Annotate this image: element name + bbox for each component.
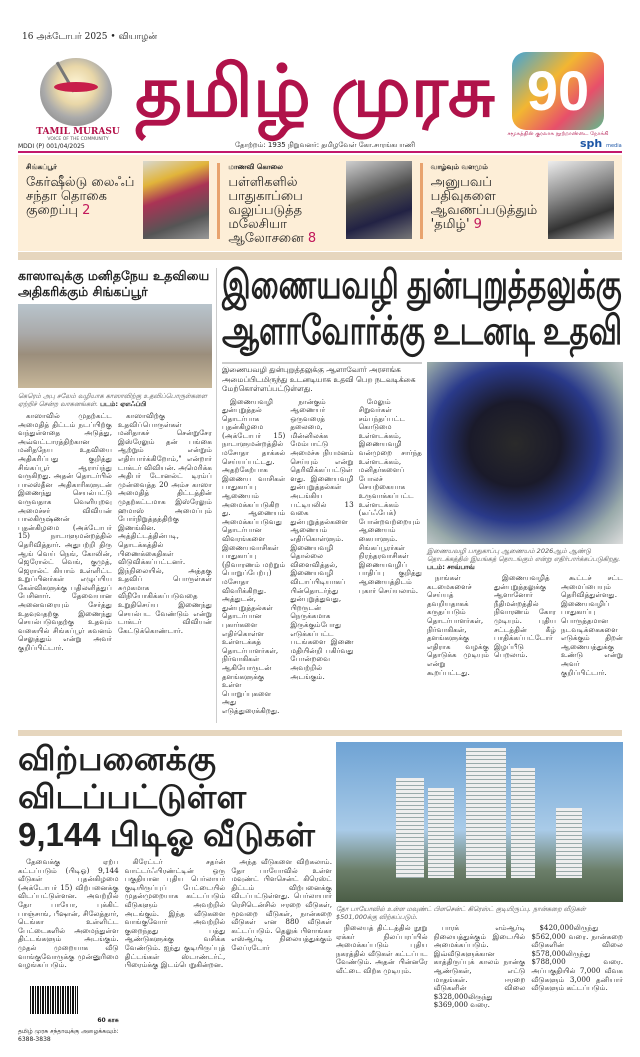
main-column-4: [427, 574, 489, 724]
housing-photo: [336, 742, 623, 902]
teaser-band: [18, 155, 622, 251]
building: [511, 768, 535, 878]
teaser-3[interactable]: [431, 161, 614, 245]
paragraph: கிரேட்டர் சதர்ன் வாட்டர்ஃபிரண்ட்டின் ஒரு பகுதியான புதிய பெர்லாயர் குடியிருப்புப் பேட்டையில் முதன்முறையாக கட்டப்படும் வீடுகளும் அவற்றில் அடங்கும். இந்த வீடுகளை வாங்குவோர் அவற்றில் குறைந்தது பத்து ஆண்டுகளுக்கு வசிக்க வேண்டும். ஐந்து குடியிருப்புத் திட்டங்கள் ஸ்டாண்டர்ட், பிரைம்க்கு இடம்பெறுகின்றன.: [124, 858, 226, 970]
housing-column-1: [18, 858, 119, 983]
column-rule: [216, 268, 217, 723]
left-story-headline[interactable]: காஸாவுக்கு மனிதநேய உதவியை அதிகரிக்கும் சிங்கப்பூர்: [18, 268, 210, 299]
paragraph: அந்த வீடுகளை விற்கலாம். தோ பாயோவில் உள்ள மவுண்ட் பிளசென்ட் கிரெஸ்ட் திட்டம் விற்பனைக்கு விடப்பட்டுள்ளது. பெர்லாயார் ரெசிடென்சில் ஈரறை வீடுகள், மூவறை வீடுகள், நான்கறை வீடுகள் என 880 வீடுகள் கட்டப்படும். தெலுக் பிளாங்கா எஸ்ஆர்டி நிலையத்துக்கும் லேப்ரடோர்: [231, 858, 333, 952]
paragraph: மேலும் சிறுவர்கள் சம்பந்தப்பட்ட கொடுமை உள்ளடக்கம், இணையவழி வன்முறை சார்ந்த உள்ளடக்கம், மனிதர்களைப் போலச் செயற்கையாக உருவாக்கப்பட்ட உள்ளடக்கம் (டீப்ஃபேக்) போன்றவற்றையும் ஆணையம் கையாளும். சிங்கப்பூரர்கள் நிரந்தரவாசிகள் இணையவழிப் பாதிப்பு குறித்து ஆணையத்திடம் புகார் செய்யலாம்.: [358, 397, 422, 595]
teaser-photo: [548, 161, 614, 239]
paragraph: நான்கும் ஆணையர் ஒருவரைத் தலைமை, மின்னிலக்க மேம்பாட்டு அமைச்சு நியமனம் செய்யும் என்று தெரிவிக்கப்பட்டுள்ளது. இணையவழி துன்புறுத்தல்கள் அடங்கிய பட்டியலில் 13 வகை துன்புறுத்தல்களை ஆணையம் எதிர்கொள்ளும். இணையவழி தொல்லை விளைவித்தல், இணையவழி விடாப்பிடியாகப் பின்தொடர்ந்து துன்புறுத்துவது, பிறருடன் நெருக்கமாக இருக்கும்போது எடுக்கப்பட்ட படங்களை இணை மதியின்றி பகிர்வது போன்றவை அவற்றில் அடங்கும்.: [290, 397, 354, 681]
left-story-column-2: [118, 412, 212, 724]
main-column-1: [222, 398, 285, 725]
divider: [217, 163, 220, 239]
headline-line-2: ஆளாவோர்க்கு உடனடி உதவி: [222, 309, 623, 353]
photo-credit: படம்: ஏஎஃப்பி: [100, 400, 147, 408]
left-story: [18, 268, 212, 724]
masthead-rule: [18, 151, 622, 153]
building: [556, 808, 582, 878]
caption-text: இணையவழி பாதுகாப்பு ஆணையம் 2026ஆம் ஆண்டு தொடக்கத்தில் இயங்கத் தொடங்கும் என்று எதிர்பார்க்கப்படுகிறது.: [427, 547, 621, 563]
paragraph: காஸாவில் முதற்கட்ட அமைதித் திட்டம் நடப்பிற்கு வந்துள்ளதை அடுத்து, அவ்வட்டாரத்திற்கான மனிதநேய உதவியை அதிகரிப்பது குறித்து சிங்கப்பூர் ஆராய்ந்து வருகிறது. அதன் தொடர்பில் பாலஸ்தீன அதிகாரிகளுடன் இணைந்து செயல்பட்டு வருவதாக வெளியுறவு அமைச்சர் விவியன் பாலகிருஷ்ணன் புதன்கிழமை (அக்டோபர் 15) நாடாளுமன்றத்தில் தெரிவித்தார். அதுபற்றி திரு ஆங் வெய் நெங், கோலின், ஜெரோல்ட் வெங், குமுத், ஜெரால்ட் கியாம் உள்ளிட்ட உறுப்பினர்கள் எழுப்பிய கேள்விகளுக்கு பதிலளித்துப் பேசினார். தேவையான அனைவரையும் சேர்த்து உதவுவதற்கு இணைந்து செயல்படுவதற்கு உதவும் வகையில் சிங்கப்பூர் கவனம் செலுத்தும் என்று அவர் குறிப்பிட்டார்.: [18, 412, 112, 653]
cyberbullying-photo: [427, 362, 623, 544]
publisher-name: sph: [580, 137, 603, 150]
paragraph: நாங்கள் கடமைகளைச் செய்யத் தவறியதாகக் கருதப்படும் தொடர்பாளர்கள், நிர்வாகிகள், தளங்களுக்கு எதிராக வழக்கு தொடுக்க முடியும் என்று கூறப்பட்டது.: [427, 574, 489, 677]
anniversary-logo: 90: [512, 52, 604, 130]
brand-name-english: TAMIL MURASU: [36, 127, 120, 137]
housing-column-5: [434, 924, 526, 1044]
section-divider: [18, 252, 622, 260]
paragraph: பாரக் எம்ஆர்டி நிலையத்துக்கும் இடையில் அமைக்கப்படும். இவ்வீடுகளுக்கான காத்திருப்புக் காலம் நான்கு ஆண்டுகள், எட்டு மாதங்கள். ஈரறை வீடுகளின் விலை $328,000லிருந்து $369,000 வரை.: [433, 924, 526, 1010]
cover-price: 60 காசு: [97, 1017, 119, 1024]
paragraph: காஸாவிற்கு உதவிப்பொருள்கள் மனிதாகச் சென்றுசேர இஸ்ரேலும் தன் பங்கை ஆற்றும் என்றும் எதிர்பார்க்கிறோம்," என்றார் டாக்டர் விவியன். அமெரிக்க அதிபர் டோனல்ட் டிரம்ப் முன்வைத்த 20 அம்ச காஸா அமைதித் திட்டத்தின் முதற்கட்டமாக இஸ்ரேலும் ஹமாஸ் அமைப்பும் போர்நிறுத்தத்திற்கு இணங்கின. அத்திட்டத்தின்படி, தொடக்கத்தில் பிணைக்கைதிகள் விடுவிக்கப்பட்டனர். இந்நிலையில், அத்தகு உதவிப் பொருள்கள் சுமுகமாக விநியோகிக்கப்படுவதை உறுதிசெய்ய இணைந்து செயல்பட வேண்டும் என்று டாக்டர் விவியன் கேட்டுக்கொண்டார்.: [118, 412, 212, 635]
masthead-title: [130, 46, 500, 138]
teaser-page: 2: [82, 203, 91, 218]
anniversary-caption: சமூகத்தின் குரலாக நூற்றாண்டை நோக்கி: [507, 131, 609, 137]
teaser-2[interactable]: [228, 161, 411, 245]
building: [396, 778, 424, 878]
housing-photo-area: [336, 742, 623, 1044]
housing-photo-caption: தோ பாயோவில் உள்ள மவுண்ட் பிளசென்ட் கிரெஸ்ட் குடியிருப்பு. நான்கறை வீடுகள் $501,000க்கு விற்கப்படும்.: [336, 905, 586, 921]
main-column-5: [494, 574, 556, 724]
section-divider: [18, 730, 622, 736]
housing-story: [18, 740, 332, 1044]
publisher-sub: media: [606, 143, 622, 149]
masthead-title-text: தமிழ் முரசு: [135, 52, 495, 132]
left-story-column-1: [18, 412, 112, 724]
housing-column-4: [336, 924, 428, 1044]
building: [428, 788, 454, 878]
teaser-page: 8: [307, 231, 317, 246]
headline-line-1: இணையவழி துன்புறுத்தலுக்கு: [222, 263, 622, 307]
housing-column-3: [231, 858, 332, 1044]
issue-date: 16 அக்டோபர் 2025 • வியாழன்: [22, 32, 158, 42]
teaser-kicker: மாணவி கொலை: [228, 163, 283, 171]
main-column-3: [359, 398, 422, 725]
main-photo-caption: [427, 547, 623, 571]
main-headline[interactable]: [222, 262, 622, 354]
teaser-page: 9: [473, 217, 482, 232]
housing-headline[interactable]: விற்பனைக்கு விடப்பட்டுள்ள 9,144 பிடிஓ வீடுகள்: [18, 740, 315, 853]
teaser-kicker: வாழ்வும் வளமும்: [430, 163, 488, 171]
main-column-2: [290, 398, 353, 725]
barcode: [30, 986, 78, 1014]
paragraph: $420,000லிருந்து $562,000 வரை. நான்கறை வீடுகளின் விலை $578,000லிருந்து $788,000 வரை. அப்பகுதியில் 7,000 வீவக வீடுகளும் 3,000 தனியார் வீடுகளும் கட்டப்படும்.: [531, 924, 624, 993]
photo-credit: படம்: சாவ்பாவ்: [427, 563, 475, 571]
teaser-kicker: சிங்கப்பூர்: [26, 163, 57, 171]
subscription-contact: தமிழ் முரசு சந்தாவுக்கு அழைக்கவும்: 6388-3838: [18, 1028, 119, 1043]
caption-text: கெரெம் அபு சலேம் வழியாக காஸாவிற்கு உதவிப்பொருள்களை ஏற்றிச் சென்ற வாகனங்கள்.: [18, 392, 208, 408]
teaser-headline: பள்ளிகளில் பாதுகாப்பை வலுப்படுத்த மலேசியா ஆலோசனை: [228, 175, 304, 246]
gaza-photo: [18, 304, 212, 388]
founder-line: தோற்றம்: 1935 நிறுவனர்: தமிழவேள் கோ.சாரங்கபாணி: [234, 141, 415, 149]
mddi-number: MDDI (P) 001/04/2025: [18, 143, 85, 150]
teaser-headline: அனுபவப் பதிவுகளை ஆவணப்படுத்தும் 'தமிழ்': [430, 175, 538, 232]
teaser-photo: [346, 161, 412, 239]
housing-column-6: [531, 924, 623, 1044]
publisher-logo: [580, 138, 622, 152]
housing-column-2: [125, 858, 226, 1044]
main-story-body: [222, 362, 623, 724]
paragraph: இணையவழித் துன்புறுத்தலுக்கு ஆளானோர் நீதிமன்றத்தில் நிவாரணம் கோர முடியும். புதிய சட்டத்தின் கீழ் பாதிக்கப்பட்டோர் இழப்பீடு பெறலாம்.: [494, 574, 556, 660]
paragraph: நிலையத் திட்டத்தில் நூறு ஏக்கர் நிலப்பரப்பில் அமைக்கப்படும் புதிய நகரத்தில் வீடுகள் கட்டப்பட வேண்டும். அதன் பின்னரே வீட்டை விற்க முடியும்.: [336, 924, 428, 975]
main-column-6: [561, 574, 623, 724]
divider: [420, 163, 423, 239]
building: [466, 748, 506, 878]
teaser-headline: கேர்ஷீல்டு லைஃப் சந்தா தொகை குறைப்பு: [26, 175, 135, 218]
teaser-1[interactable]: [26, 161, 209, 245]
main-standfirst: இணையவழி துன்புறுத்தலுக்கு ஆளாவோர் அரசாங்க அமைப்பிடமிருந்து உடனடியாக உதவி பெற நடவடிக்கை மேற்கொள்ளப்பட்டுள்ளது.: [222, 362, 422, 394]
left-photo-caption: [18, 392, 212, 408]
paragraph: தேவைக்கு ஏற்ப கட்டப்படும் (பிடிஓ) 9,144 வீடுகள் புதன்கிழமை (அக்டோபர் 15) விற்பனைக்கு விடப்பட்டுள்ளன. அவற்றில் தோ பாயோ, புக்கிட் பாஞ்சாங், பீஷான், சிலேத்தார், டெங்கா உள்ளிட்ட பேட்டைகளில் அமைந்துள்ள திட்டங்களும் அடங்கும். முதல் முறையாக வீடு வாங்குவோருக்கு முன்னுரிமை வழங்கப்படும்.: [18, 858, 119, 970]
brand-tagline: VOICE OF THE COMMUNITY: [47, 137, 109, 142]
teaser-photo: [143, 161, 209, 239]
drum-logo: [40, 58, 112, 126]
paragraph: கூட்டச் சட்ட அமைப்பையும் தெரிவித்துள்ளது. இணையவழிப் பாதுகாப்பு பொருத்தமான நடவடிக்கைகளை எடுக்கும் திறன் ஆணையத்துக்கு உண்டு என்று அவர் குறிப்பிட்டார்.: [561, 574, 623, 677]
paragraph: இணையவழி துன்புறுத்தல் தொடர்பாக புதன்கிழமை (அக்டோபர் 15) நாடாளுமன்றத்தில் மசோதா தாக்கல் செய்யப்பட்டது. அதற்கேற்பாக இணைய வாசிகள் பாதுகாப்பு ஆணையம் அமைக்கப்படுகிறது. ஆணையம் அமைக்கப்படுவது தொடர்பான விவரங்களை இணையவாசிகள் பாதுகாப்பு (நிவாரணம் மற்றும் பொறுப்பேற்பு) மசோதா விவரிக்கிறது. அத்துடன், துன்புறுத்தல்கள் தொடர்பான புகார்களை எதிர்கொள்ள உள்ளடக்கத் தொடர்பாளர்கள், நிர்வாகிகள் ஆகியோருடன் தளங்களுக்கு உள்ள பொறுப்புகளை அது எடுத்துரைக்கிறது.: [222, 397, 286, 715]
